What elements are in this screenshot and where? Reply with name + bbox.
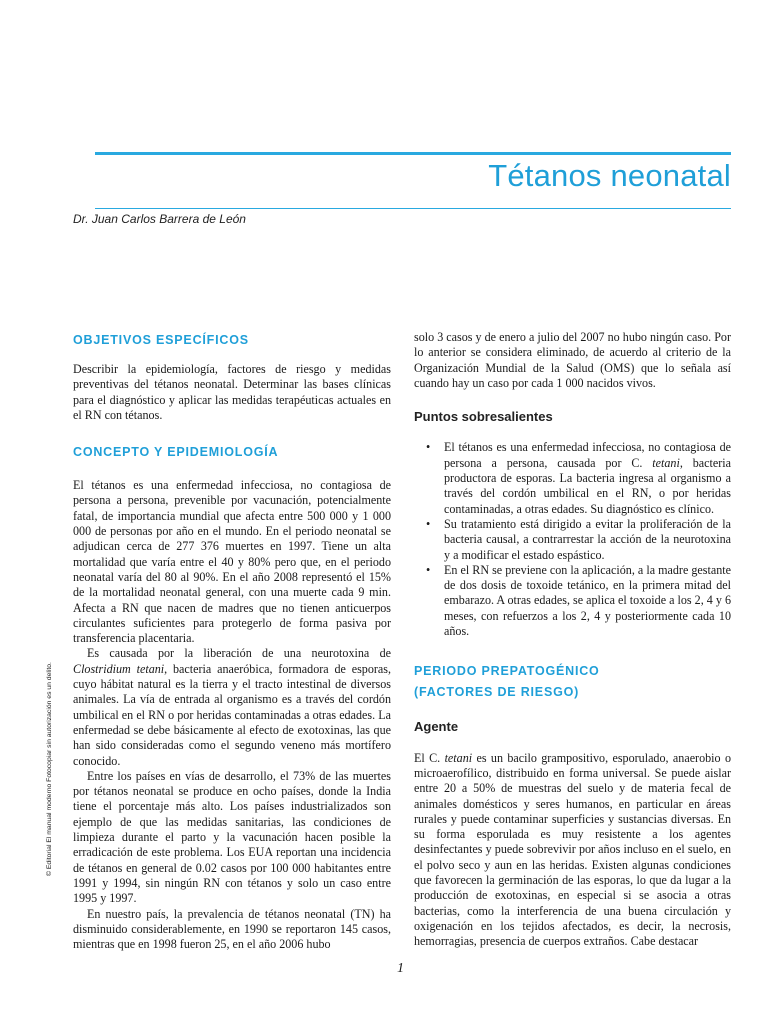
author-line: Dr. Juan Carlos Barrera de León (73, 212, 246, 226)
concepto-paragraph-3: Entre los países en vías de desarrollo, el 73% de las muertes por tétanos neonatal se produce en ocho países, donde la India tiene el porcentaje más alto. Los países industrializados son ejemplo de que las medidas sanitarias, las condiciones de limpieza durante el parto y la vacunación hacen posible la erradicación de este problema. Los EUA reportan una incidencia de tétanos en general de 0.02 casos por 100 000 habitantes entre 1991 y 1994, sin ningún RN con tétanos y solo un caso entre 1995 y 1997. (73, 768, 391, 906)
concepto-paragraph-4: En nuestro país, la prevalencia de tétanos neonatal (TN) ha disminuido considerablemente, en 1990 se reportaron 145 casos, mientras que en 1998 fueron 25, en el año 2006 hubo (73, 906, 391, 952)
heading-puntos: Puntos sobresalientes (414, 409, 553, 425)
copyright-notice: © Editorial El manual moderno Fotocopiar sin autorización es un delito. (46, 662, 53, 876)
concepto-paragraph-2: Es causada por la liberación de una neurotoxina de Clostridium tetani, bacteria anaeróbica, formadora de esporas, cuyo hábitat natural es la tierra y el tracto intestinal de diversos animales. La vía de entrada al organismo es a través del cordón umbilical en el RN o por heridas contaminadas a otras edades. La enfermedad se debe básicamente al efecto de exotoxinas, las que han sido consideradas como el segundo veneno más mortífero conocido. (73, 646, 391, 768)
heading-concepto: CONCEPTO Y EPIDEMIOLOGÍA (73, 445, 279, 460)
list-item: • El tétanos es una enfermedad infecciosa, no contagiosa de persona a persona, causada por C. tetani, bacteria productora de esporas. La bacteria ingresa al organismo a través del cordón umbilical en el RN, o por heridas contaminadas, a otras edades. Su diagnóstico es clínico. (426, 440, 731, 516)
concepto-paragraph-1: El tétanos es una enfermedad infecciosa, no contagiosa de persona a persona, prevenible por vacunación, potencialmente fatal, de importancia mundial que afecta entre 500 000 y 1 000 000 de personas por año en el mundo. En el periodo neonatal se adjudican cerca de 277 376 muertes en 1997. Tiene un alta mortalidad que varía entre el 40 y 80% pero que, en el periodo neonatal varía del 80 al 90%. En el año 2008 representó el 15% de la mortalidad neonatal general, con una muerte cada 9 min. Afecta a RN que nacen de madres que no tienen anticuerpos circulantes suficientes para protegerlo de forma pasiva por transferencia placentaria. (73, 478, 391, 646)
bullet-icon: • (426, 516, 431, 531)
chapter-title: Tétanos neonatal (488, 158, 731, 193)
continuation-paragraph: solo 3 casos y de enero a julio del 2007 no hubo ningún caso. Por lo anterior se considera eliminado, de acuerdo al criterio de la Organización Mundial de la Salud (OMS) que lo señala así cuando hay un caso por cada 1 000 nacidos vivos. (414, 330, 731, 390)
header-rule-top (95, 152, 731, 155)
bullet-icon: • (426, 562, 431, 577)
left-column (73, 330, 391, 952)
right-column (414, 330, 731, 950)
bullet-icon: • (426, 440, 431, 455)
list-item: • En el RN se previene con la aplicación, a la madre gestante de dos dosis de toxoide tetánico, en la primera mitad del embarazo. A otras edades, se aplica el toxoide a los 2, 4 y 6 meses, con refuerzos a los 2, 4 y posteriormente cada 10 años. (426, 562, 731, 639)
list-item: • Su tratamiento está dirigido a evitar la proliferación de la bacteria causal, a contrarrestar la acción de la neurotoxina y a modificar el estado espástico. (426, 516, 731, 562)
page-number: 1 (397, 961, 404, 976)
objetivos-paragraph: Describir la epidemiología, factores de riesgo y medidas preventivas del tétanos neonatal. Determinar las bases clínicas para el diagnóstico y aplicar las medidas terapéuticas actuales en el RN con tétanos. (73, 362, 391, 422)
heading-agente: Agente (414, 719, 459, 735)
key-points-list (414, 440, 731, 639)
heading-periodo: PERIODO PREPATOGÉNICO (FACTORES DE RIESGO) (414, 664, 600, 700)
heading-objetivos: OBJETIVOS ESPECÍFICOS (73, 333, 249, 347)
agente-paragraph: El C. tetani es un bacilo grampositivo, esporulado, anaerobio o microaerofílico, distribuido en forma universal. Se puede aislar entre 20 a 50% de muestras del suelo y de materia fecal de animales domésticos y seres humanos, en particular en áreas rurales y puede contaminar superficies y sustancias diversas. En su forma esporulada es muy resistente a los agentes desinfectantes y puede sobrevivir por años incluso en el suelo, en el polvo seco y aun en las heridas. Existen algunas condiciones que favorecen la germinación de las esporas, lo que da lugar a la producción de exotoxinas, en especial si se asocia a otras bacterias, como la interferencia de una buena circulación y oxigenación en los tejidos afectados, es decir, la necrosis, hemorragias, presencia de cuerpos extraños. Cabe destacar (414, 750, 731, 949)
header-rule-bottom (95, 208, 731, 209)
